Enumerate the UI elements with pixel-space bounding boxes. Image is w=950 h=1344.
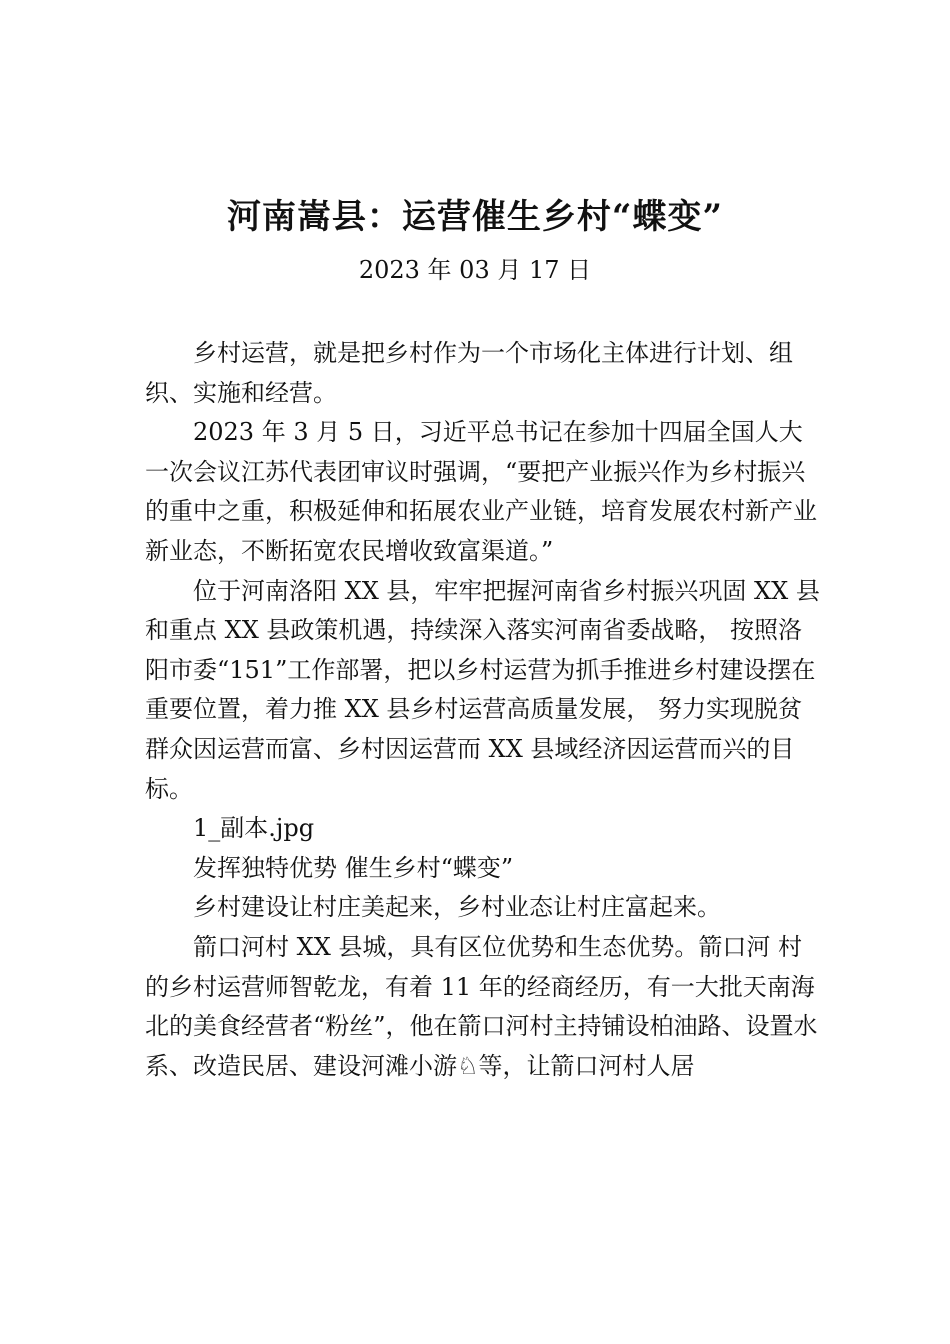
paragraph-intro: 乡村运营，就是把乡村作为一个市场化主体进行计划、组织、实施和经营。: [145, 339, 793, 407]
paragraph-summary: 乡村建设让村庄美起来，乡村业态让村庄富起来。: [193, 893, 721, 922]
paragraph-county: 位于河南洛阳 XX 县，牢牢把握河南省乡村振兴巩固 XX 县和重点 XX 县政策机遇，持续深入落实河南省委战略， 按照洛阳市委“151”工作部署，把以乡村运营为抓手推进乡村建设摆在重要位置，着力推 XX 县乡村运营高质量发展， 努力实现脱贫群众因运营而富、乡村因运营而 XX 县域经济因运营而兴的目标。: [145, 576, 820, 803]
paragraph-quote: 2023 年 3 月 5 日，习近平总书记在参加十四届全国人大一次会议江苏代表团审议时强调，“要把产业振兴作为乡村振兴的重中之重，积极延伸和拓展农业产业链，培育发展农村新产业新业态，不断拓宽农民增收致富渠道。”: [145, 418, 817, 565]
article-date: 2023 年 03 月 17 日: [358, 256, 592, 284]
article-body: [145, 334, 825, 1086]
image-filename: 1_副本.jpg: [193, 814, 315, 843]
paragraph-village: 箭口河村 XX 县城，具有区位优势和生态优势。箭口河 村的乡村运营师智乾龙，有着 11 年的经商经历，有一大批天南海北的美食经营者“粉丝”，他在箭口河村主持铺设柏油路、设置水系、改造民居、建设河滩小游♘等，让箭口河村人居: [145, 932, 818, 1080]
section-heading: 发挥独特优势 催生乡村“蝶变”: [193, 853, 514, 882]
article-title: 河南嵩县：运营催生乡村“蝶变”: [226, 197, 724, 237]
